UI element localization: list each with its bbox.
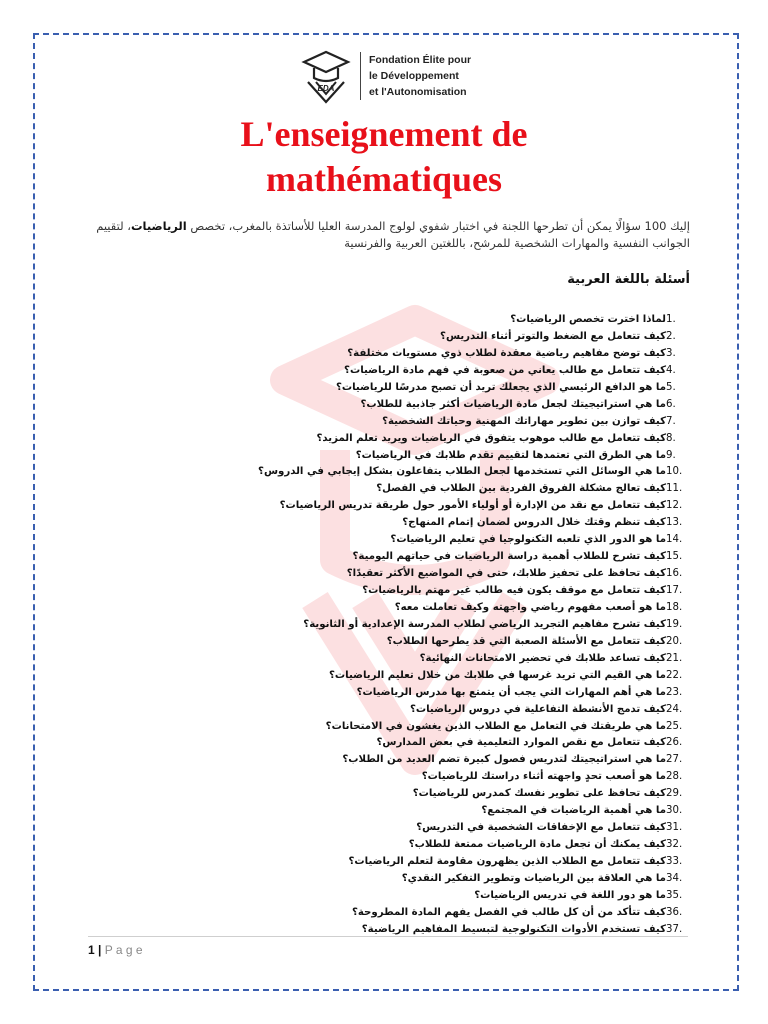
question-text: كيف تتأكد من أن كل طالب في الفصل يفهم المادة المطروحة؟	[351, 906, 666, 918]
question-text: كيف تتعامل مع الإخفاقات الشخصية في التدريس؟	[416, 822, 666, 834]
question-item	[50, 668, 690, 685]
page-label: P a g e	[104, 943, 143, 957]
document-title	[0, 112, 768, 202]
question-number: 14.	[666, 534, 683, 546]
question-number: 37.	[666, 923, 683, 935]
question-item	[50, 769, 690, 786]
question-item	[50, 329, 690, 346]
question-number: 20.	[666, 635, 683, 647]
question-text: كيف يمكنك أن تجعل مادة الرياضيات ممتعة للطلاب؟	[408, 839, 666, 851]
question-text: ما هي القيم التي تريد غرسها في طلابك من خلال تعليم الرياضيات؟	[328, 669, 666, 681]
question-item	[50, 515, 690, 532]
question-number: 26.	[666, 737, 683, 749]
question-number: 11.	[666, 483, 683, 495]
question-number: 25.	[666, 720, 683, 732]
question-text: كيف تتعامل مع نقص الموارد التعليمية في بعض المدارس؟	[376, 737, 666, 749]
title-line-2: mathématiques	[266, 159, 502, 199]
question-text: كيف تعالج مشكلة الفروق الفردية بين الطلاب في الفصل؟	[376, 483, 666, 495]
question-list	[50, 312, 690, 939]
question-text: ما هي العلاقة بين الرياضيات وتطوير التفكير النقدي؟	[401, 872, 666, 884]
question-item	[50, 600, 690, 617]
question-item	[50, 414, 690, 431]
question-number: 28.	[666, 771, 683, 783]
question-item	[50, 464, 690, 481]
question-text: ما هي استراتيجيتك لجعل مادة الرياضيات أكثر جاذبية للطلاب؟	[360, 398, 666, 410]
question-item	[50, 380, 690, 397]
question-item	[50, 363, 690, 380]
question-number: 33.	[666, 856, 683, 867]
question-number: 12.	[666, 500, 683, 512]
question-text: كيف تتعامل مع نقد من الإدارة أو أولياء الأمور حول طريقة تدريس الرياضيات؟	[279, 500, 666, 512]
section-heading: أسئلة باللغة العربية	[567, 272, 690, 287]
question-text: ما هي الطرق التي تعتمدها لتقييم تقدم طلابك في الرياضيات؟	[355, 449, 666, 461]
page-footer	[88, 943, 143, 957]
question-item	[50, 583, 690, 600]
question-number: 19.	[666, 618, 683, 630]
question-text: ما هو دور اللغة في تدريس الرياضيات؟	[474, 889, 666, 901]
question-item	[50, 532, 690, 549]
title-line-1: L'enseignement de	[240, 114, 528, 154]
question-number: 16.	[666, 568, 683, 580]
question-text: كيف تتعامل مع الضغط والتوتر أثناء التدريس؟	[440, 330, 666, 342]
footer-rule	[88, 936, 688, 937]
question-number: 13.	[666, 517, 683, 529]
question-item	[50, 752, 690, 769]
question-number: 18.	[666, 601, 683, 613]
question-text: كيف توازن بين تطوير مهاراتك المهنية وحياتك الشخصية؟	[382, 415, 666, 427]
question-text: كيف تحافظ على تحفيز طلابك، حتى في المواضيع الأكثر تعقيدًا؟	[346, 568, 666, 580]
question-text: ما هو أصعب تحدٍ واجهته أثناء دراستك للرياضيات؟	[421, 771, 666, 783]
question-item	[50, 685, 690, 702]
intro-part-1: إليك 100 سؤالًا يمكن أن تطرحها اللجنة في اختبار شفوي لولوج المدرسة العليا للأساتذة بالمغرب، تخصص	[186, 219, 690, 233]
question-text: ما هي الوسائل التي تستخدمها لجعل الطلاب يتفاعلون بشكل إيجابي في الدروس؟	[258, 466, 666, 478]
question-number: 35.	[666, 889, 683, 901]
question-number: 8.	[666, 432, 676, 444]
intro-part-2: ، لتقييم الجوانب النفسية والمهارات الشخصية للمرشح، باللغتين العربية والفرنسية	[96, 219, 690, 250]
question-number: 30.	[666, 805, 683, 817]
question-item	[50, 786, 690, 803]
question-number: 1.	[666, 314, 676, 325]
question-text: ما هي طريقتك في التعامل مع الطلاب الذين يغشون في الامتحانات؟	[325, 720, 666, 732]
question-item	[50, 346, 690, 363]
question-text: كيف تنظم وقتك خلال الدروس لضمان إتمام المنهاج؟	[402, 517, 666, 529]
logo-text	[369, 52, 471, 100]
question-item	[50, 397, 690, 414]
question-number: 34.	[666, 872, 683, 884]
question-number: 31.	[666, 822, 683, 834]
question-number: 29.	[666, 788, 683, 800]
question-item	[50, 719, 690, 736]
question-item	[50, 871, 690, 888]
eda-logo-icon	[296, 48, 356, 104]
question-item	[50, 481, 690, 498]
intro-paragraph	[70, 218, 690, 252]
question-item	[50, 888, 690, 905]
intro-bold: الرياضيات	[130, 219, 187, 233]
question-item	[50, 634, 690, 651]
question-item	[50, 651, 690, 668]
question-item	[50, 549, 690, 566]
question-number: 27.	[666, 754, 683, 766]
question-text: ما هو الدور الذي تلعبه التكنولوجيا في تعليم الرياضيات؟	[390, 534, 666, 546]
question-number: 15.	[666, 551, 683, 563]
question-number: 21.	[666, 652, 683, 664]
question-text: ما هو الدافع الرئيسي الذي يجعلك تريد أن تصبح مدرسًا للرياضيات؟	[335, 381, 666, 393]
question-text: كيف تتعامل مع طالب يعاني من صعوبة في فهم مادة الرياضيات؟	[344, 364, 666, 376]
question-text: ما هي أهم المهارات التي يجب أن يتمتع بها مدرس الرياضيات؟	[356, 686, 666, 698]
question-number: 22.	[666, 669, 683, 681]
question-item	[50, 702, 690, 719]
logo-abbr: EDA	[317, 84, 335, 93]
question-text: ما هو أصعب مفهوم رياضي واجهته وكيف تعاملت معه؟	[394, 601, 666, 613]
question-text: كيف تساعد طلابك في تحضير الامتحانات النهائية؟	[419, 652, 666, 664]
question-item	[50, 312, 690, 329]
logo-line-1: Fondation Élite pour	[369, 54, 472, 66]
question-text: كيف تدمج الأنشطة التفاعلية في دروس الرياضيات؟	[409, 703, 666, 715]
question-number: 4.	[666, 364, 676, 376]
question-number: 3.	[666, 347, 676, 359]
question-text: كيف تحافظ على تطوير نفسك كمدرس للرياضيات؟	[412, 788, 666, 800]
question-text: كيف تتعامل مع طالب موهوب يتفوق في الرياضيات ويريد تعلم المزيد؟	[316, 432, 666, 444]
question-item	[50, 617, 690, 634]
question-item	[50, 854, 690, 871]
question-number: 5.	[666, 381, 676, 393]
page-number: 1	[88, 943, 95, 957]
question-item	[50, 905, 690, 922]
question-item	[50, 431, 690, 448]
question-text: كيف تشرح مفاهيم التجريد الرياضي لطلاب المدرسة الإعدادية أو الثانوية؟	[303, 618, 666, 630]
question-item	[50, 735, 690, 752]
footer-separator: |	[94, 943, 105, 957]
logo-divider	[360, 52, 361, 100]
question-text: كيف تستخدم الأدوات التكنولوجية لتبسيط المفاهيم الرياضية؟	[361, 923, 666, 935]
question-number: 23.	[666, 686, 683, 698]
question-item	[50, 803, 690, 820]
question-number: 6.	[666, 398, 676, 410]
question-text: كيف تشرح للطلاب أهمية دراسة الرياضيات في حياتهم اليومية؟	[352, 551, 666, 563]
question-text: كيف تتعامل مع الطلاب الذين يظهرون مقاومة لتعلم الرياضيات؟	[348, 856, 666, 867]
foundation-logo	[296, 48, 471, 104]
question-text: ما هي استراتيجيتك لتدريس فصول كبيرة تضم العديد من الطلاب؟	[342, 754, 666, 766]
logo-line-3: et l'Autonomisation	[369, 86, 467, 98]
question-text: ما هي أهمية الرياضيات في المجتمع؟	[481, 805, 666, 817]
question-text: كيف تتعامل مع الأسئلة الصعبة التي قد يطرحها الطلاب؟	[386, 635, 666, 647]
question-number: 7.	[666, 415, 676, 427]
logo-line-2: le Développement	[369, 70, 459, 82]
question-number: 10.	[666, 466, 683, 478]
question-text: كيف تتعامل مع موقف يكون فيه طالب غير مهتم بالرياضيات؟	[362, 585, 666, 596]
question-number: 17.	[666, 585, 683, 596]
question-item	[50, 566, 690, 583]
question-number: 9.	[666, 449, 676, 461]
question-item	[50, 498, 690, 515]
question-item	[50, 837, 690, 854]
question-number: 2.	[666, 330, 676, 342]
question-item	[50, 820, 690, 837]
question-text: لماذا اخترت تخصص الرياضيات؟	[510, 314, 666, 325]
question-number: 36.	[666, 906, 683, 918]
question-number: 32.	[666, 839, 683, 851]
question-text: كيف توضح مفاهيم رياضية معقدة لطلاب ذوي مستويات مختلفة؟	[347, 347, 666, 359]
question-number: 24.	[666, 703, 683, 715]
question-item	[50, 448, 690, 465]
